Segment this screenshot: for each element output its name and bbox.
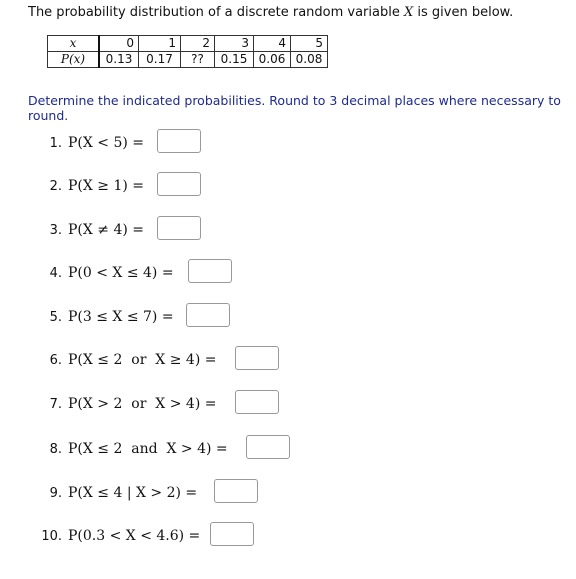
question-expression: P(X < 5) = <box>68 135 145 151</box>
intro-text-after: is given below. <box>413 5 514 20</box>
question-2 <box>0 171 144 201</box>
x-value: 0 <box>99 36 139 52</box>
problem-intro <box>28 5 513 20</box>
x-value: 5 <box>291 36 328 52</box>
x-header: x <box>48 36 100 52</box>
distribution-table <box>47 35 328 68</box>
question-3 <box>0 215 144 245</box>
answer-input-5[interactable] <box>186 303 230 327</box>
question-4 <box>0 258 174 288</box>
question-7 <box>0 389 216 419</box>
question-expression: P(X > 2 or X > 4) = <box>68 396 217 412</box>
question-8 <box>0 434 228 464</box>
answer-input-3[interactable] <box>157 216 201 240</box>
answer-input-10[interactable] <box>210 522 254 546</box>
answer-input-8[interactable] <box>246 435 290 459</box>
answer-input-4[interactable] <box>188 259 232 283</box>
x-value: 4 <box>254 36 291 52</box>
answer-input-1[interactable] <box>157 129 201 153</box>
answer-input-9[interactable] <box>214 479 258 503</box>
answer-input-6[interactable] <box>235 346 279 370</box>
question-number: 6. <box>49 352 62 368</box>
question-number: 10. <box>41 528 62 544</box>
intro-variable: X <box>403 5 414 20</box>
question-number: 1. <box>49 135 62 151</box>
question-5 <box>0 302 174 332</box>
question-expression: P(X ≤ 2 and X > 4) = <box>68 441 228 457</box>
question-number: 5. <box>49 309 62 325</box>
question-expression: P(X ≠ 4) = <box>68 222 145 238</box>
question-number: 9. <box>49 485 62 501</box>
question-expression: P(X ≤ 4 | X > 2) = <box>68 485 198 501</box>
x-value: 2 <box>181 36 215 52</box>
p-value: 0.15 <box>215 52 254 68</box>
p-value: 0.13 <box>99 52 139 68</box>
probability-row <box>48 52 328 68</box>
question-expression: P(X ≥ 1) = <box>68 178 145 194</box>
x-value: 3 <box>215 36 254 52</box>
question-expression: P(3 ≤ X ≤ 7) = <box>68 309 174 325</box>
question-number: 3. <box>49 222 62 238</box>
question-number: 4. <box>49 265 62 281</box>
intro-text-before: The probability distribution of a discrete random variable <box>28 5 404 20</box>
question-1 <box>0 128 144 158</box>
answer-input-2[interactable] <box>157 172 201 196</box>
question-expression: P(0.3 < X < 4.6) = <box>68 528 201 544</box>
question-expression: P(X ≤ 2 or X ≥ 4) = <box>68 352 217 368</box>
question-number: 7. <box>49 396 62 412</box>
instructions: Determine the indicated probabilities. Round to 3 decimal places where necessary to round. <box>28 93 561 123</box>
question-9 <box>0 478 197 508</box>
question-10 <box>0 521 200 551</box>
p-value: 0.08 <box>291 52 328 68</box>
p-value: 0.06 <box>254 52 291 68</box>
px-header: P(x) <box>48 52 100 68</box>
question-6 <box>0 345 216 375</box>
x-value: 1 <box>139 36 181 52</box>
p-value: 0.17 <box>139 52 181 68</box>
p-value: ?? <box>181 52 215 68</box>
question-number: 8. <box>49 441 62 457</box>
question-number: 2. <box>49 178 62 194</box>
question-expression: P(0 < X ≤ 4) = <box>68 265 174 281</box>
x-row <box>48 36 328 52</box>
answer-input-7[interactable] <box>235 390 279 414</box>
